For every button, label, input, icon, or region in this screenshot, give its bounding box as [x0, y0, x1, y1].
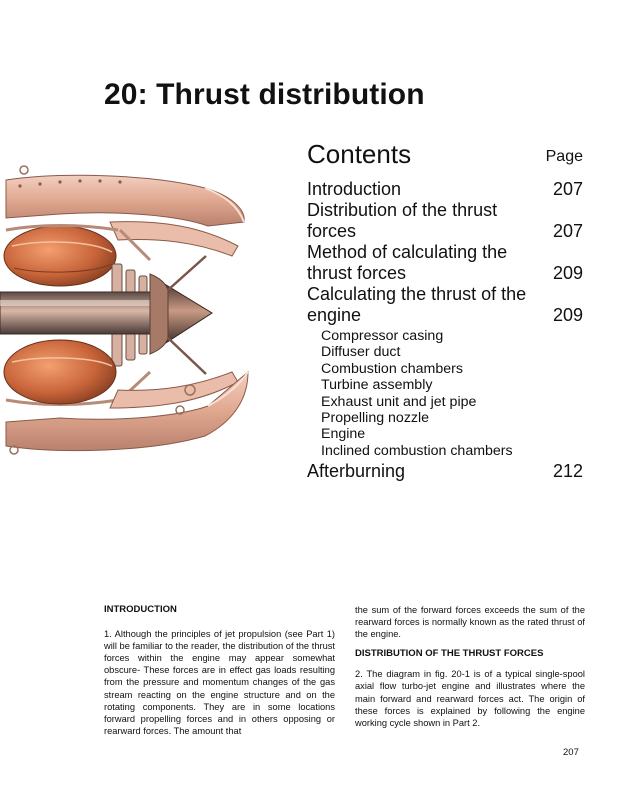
contents-page-label: Page: [545, 148, 583, 165]
toc-entry-page: 212: [552, 461, 583, 482]
toc-subentry[interactable]: Compressor casing: [321, 328, 444, 344]
table-of-contents: [307, 139, 585, 482]
contents-heading: Contents: [307, 139, 412, 169]
body-column-left: [104, 604, 335, 737]
page-number: 207: [563, 747, 579, 758]
toc-subentry[interactable]: Turbine assembly: [321, 377, 433, 394]
toc-entry-title: Method of calculating the thrust forces: [307, 242, 508, 283]
section-heading-introduction: INTRODUCTION: [104, 604, 177, 615]
toc-subentry[interactable]: Diffuser duct: [321, 344, 401, 361]
engine-cutaway-illustration: [0, 160, 255, 465]
toc-entry-page: 209: [552, 263, 583, 283]
toc-entry-title: Introduction: [307, 179, 402, 199]
paragraph-distribution: 2. The diagram in fig. 20-1 is of a typical single-spool axial flow turbo-jet engine and illustrates where the main forward and rearward forces act. The origin of these forces is explained by following the engine working cycle shown in Part 2.: [355, 669, 585, 728]
toc-entry-page: 207: [552, 221, 583, 241]
toc-subentry[interactable]: Combustion chambers: [321, 360, 463, 377]
toc-entry-method[interactable]: [307, 242, 585, 284]
body-column-right: [355, 604, 585, 729]
chapter-title: 20: Thrust distribution: [104, 78, 425, 111]
toc-entry-page: 209: [552, 305, 583, 325]
toc-entry-title: Calculating the thrust of the engine: [307, 284, 527, 325]
toc-subentry[interactable]: Engine: [321, 426, 366, 443]
paragraph-introduction-continued: the sum of the forward forces exceeds the sum of the rearward forces is normally known as the rated thrust of the engine.: [355, 605, 585, 640]
toc-entry-afterburning[interactable]: [307, 461, 585, 482]
toc-entry-title: Afterburning: [307, 461, 406, 482]
toc-entry-page: 207: [552, 179, 583, 199]
paragraph-introduction: 1. Although the principles of jet propulsion (see Part 1) will be familiar to the reader, the distribution of the thrust forces within the engine may appear somewhat obscure- These forces are in effect gas loads resulting from the pressure and momentum changes of the gas stream reacting on the engine structure and on the rotating components. They are in some locations forward propelling forces and in others opposing or rearward forces. The amount that: [104, 629, 335, 736]
toc-subentry[interactable]: Exhaust unit and jet pipe: [321, 393, 477, 410]
toc-entry-distribution[interactable]: [307, 200, 585, 242]
toc-subentry[interactable]: Inclined combustion chambers: [321, 442, 513, 459]
toc-subentries: [307, 328, 585, 459]
section-heading-distribution: DISTRIBUTION OF THE THRUST FORCES: [355, 648, 544, 660]
toc-entry-introduction[interactable]: [307, 179, 585, 200]
toc-entry-calculating[interactable]: [307, 284, 585, 326]
contents-header: [307, 139, 585, 179]
toc-entry-title: Distribution of the thrust forces: [307, 200, 498, 241]
toc-subentry[interactable]: Propelling nozzle: [321, 410, 430, 427]
